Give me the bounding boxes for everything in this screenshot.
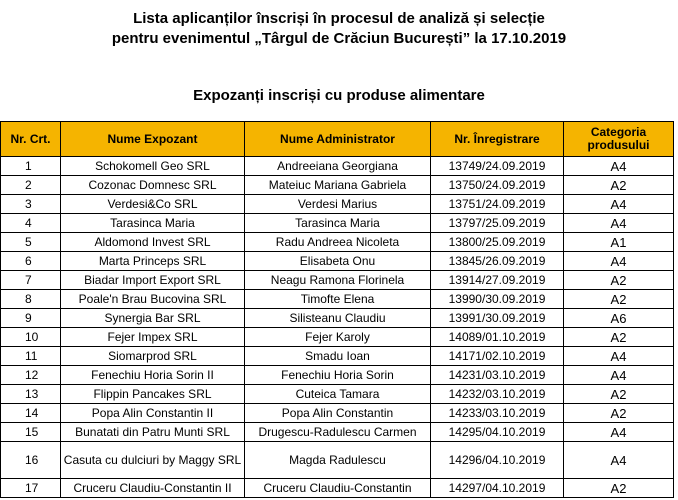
cell-category: A4 xyxy=(564,195,674,214)
cell-category: A4 xyxy=(564,252,674,271)
cell-registration: 13991/30.09.2019 xyxy=(431,309,564,328)
cell-registration: 14232/03.10.2019 xyxy=(431,385,564,404)
cell-nr: 17 xyxy=(1,479,61,498)
cell-category: A4 xyxy=(564,347,674,366)
table-row xyxy=(1,404,674,423)
cell-admin: Mateiuc Mariana Gabriela xyxy=(245,176,431,195)
cell-admin: Radu Andreea Nicoleta xyxy=(245,233,431,252)
cell-admin: Cuteica Tamara xyxy=(245,385,431,404)
header-nr: Nr. Crt. xyxy=(1,122,61,157)
cell-category: A4 xyxy=(564,442,674,479)
table-row xyxy=(1,214,674,233)
cell-nr: 11 xyxy=(1,347,61,366)
table-row xyxy=(1,252,674,271)
cell-registration: 13914/27.09.2019 xyxy=(431,271,564,290)
title-line-2: pentru evenimentul „Târgul de Crăciun București” la 17.10.2019 xyxy=(111,30,567,47)
cell-category: A4 xyxy=(564,366,674,385)
section-title: Expozanți inscriși cu produse alimentare xyxy=(193,87,485,104)
table-row xyxy=(1,347,674,366)
cell-nr: 16 xyxy=(1,442,61,479)
table-row xyxy=(1,423,674,442)
cell-admin: Silisteanu Claudiu xyxy=(245,309,431,328)
table-row xyxy=(1,233,674,252)
cell-exhibitor: Fejer Impex SRL xyxy=(61,328,245,347)
cell-exhibitor: Bunatati din Patru Munti SRL xyxy=(61,423,245,442)
cell-category: A2 xyxy=(564,404,674,423)
cell-category: A2 xyxy=(564,385,674,404)
table-row xyxy=(1,309,674,328)
cell-category: A4 xyxy=(564,157,674,176)
cell-nr: 3 xyxy=(1,195,61,214)
cell-category: A4 xyxy=(564,214,674,233)
cell-exhibitor: Biadar Import Export SRL xyxy=(61,271,245,290)
document-title xyxy=(0,9,678,49)
cell-registration: 13990/30.09.2019 xyxy=(431,290,564,309)
cell-exhibitor: Marta Princeps SRL xyxy=(61,252,245,271)
cell-nr: 15 xyxy=(1,423,61,442)
cell-exhibitor: Fenechiu Horia Sorin II xyxy=(61,366,245,385)
cell-nr: 5 xyxy=(1,233,61,252)
table-row xyxy=(1,328,674,347)
cell-nr: 8 xyxy=(1,290,61,309)
cell-registration: 13800/25.09.2019 xyxy=(431,233,564,252)
cell-admin: Smadu Ioan xyxy=(245,347,431,366)
cell-registration: 14297/04.10.2019 xyxy=(431,479,564,498)
cell-registration: 14089/01.10.2019 xyxy=(431,328,564,347)
cell-nr: 1 xyxy=(1,157,61,176)
cell-exhibitor: Flippin Pancakes SRL xyxy=(61,385,245,404)
cell-nr: 14 xyxy=(1,404,61,423)
cell-exhibitor: Poale'n Brau Bucovina SRL xyxy=(61,290,245,309)
cell-registration: 13749/24.09.2019 xyxy=(431,157,564,176)
table-row xyxy=(1,442,674,479)
cell-registration: 14295/04.10.2019 xyxy=(431,423,564,442)
cell-category: A2 xyxy=(564,328,674,347)
cell-registration: 14231/03.10.2019 xyxy=(431,366,564,385)
cell-admin: Magda Radulescu xyxy=(245,442,431,479)
header-registration: Nr. Înregistrare xyxy=(431,122,564,157)
cell-exhibitor: Cozonac Domnesc SRL xyxy=(61,176,245,195)
cell-nr: 2 xyxy=(1,176,61,195)
cell-nr: 10 xyxy=(1,328,61,347)
cell-exhibitor: Schokomell Geo SRL xyxy=(61,157,245,176)
cell-admin: Tarasinca Maria xyxy=(245,214,431,233)
table-row xyxy=(1,271,674,290)
table-row xyxy=(1,479,674,498)
cell-registration: 13845/26.09.2019 xyxy=(431,252,564,271)
cell-category: A2 xyxy=(564,271,674,290)
cell-exhibitor: Siomarprod SRL xyxy=(61,347,245,366)
table-row xyxy=(1,290,674,309)
exhibitors-table xyxy=(0,121,674,498)
cell-category: A2 xyxy=(564,479,674,498)
cell-registration: 13750/24.09.2019 xyxy=(431,176,564,195)
table-row xyxy=(1,385,674,404)
cell-registration: 14233/03.10.2019 xyxy=(431,404,564,423)
header-admin: Nume Administrator xyxy=(245,122,431,157)
cell-category: A2 xyxy=(564,176,674,195)
header-exhibitor: Nume Expozant xyxy=(61,122,245,157)
table-row xyxy=(1,195,674,214)
cell-admin: Cruceru Claudiu-Constantin xyxy=(245,479,431,498)
title-line-1: Lista aplicanților înscriși în procesul de analiză și selecție xyxy=(133,10,545,27)
table-row xyxy=(1,366,674,385)
cell-admin: Timofte Elena xyxy=(245,290,431,309)
cell-registration: 13797/25.09.2019 xyxy=(431,214,564,233)
cell-category: A6 xyxy=(564,309,674,328)
cell-exhibitor: Verdesi&Co SRL xyxy=(61,195,245,214)
table-row xyxy=(1,176,674,195)
cell-admin: Elisabeta Onu xyxy=(245,252,431,271)
cell-admin: Andreeiana Georgiana xyxy=(245,157,431,176)
cell-exhibitor: Tarasinca Maria xyxy=(61,214,245,233)
cell-admin: Drugescu-Radulescu Carmen xyxy=(245,423,431,442)
cell-nr: 6 xyxy=(1,252,61,271)
cell-category: A2 xyxy=(564,290,674,309)
table-row xyxy=(1,157,674,176)
cell-category: A4 xyxy=(564,423,674,442)
cell-exhibitor: Aldomond Invest SRL xyxy=(61,233,245,252)
cell-nr: 9 xyxy=(1,309,61,328)
cell-exhibitor: Cruceru Claudiu-Constantin II xyxy=(61,479,245,498)
cell-admin: Neagu Ramona Florinela xyxy=(245,271,431,290)
cell-admin: Verdesi Marius xyxy=(245,195,431,214)
cell-admin: Fenechiu Horia Sorin xyxy=(245,366,431,385)
cell-registration: 14296/04.10.2019 xyxy=(431,442,564,479)
cell-admin: Popa Alin Constantin xyxy=(245,404,431,423)
cell-registration: 13751/24.09.2019 xyxy=(431,195,564,214)
cell-exhibitor: Popa Alin Constantin II xyxy=(61,404,245,423)
header-category: Categoria produsului xyxy=(564,122,674,157)
cell-nr: 4 xyxy=(1,214,61,233)
cell-nr: 13 xyxy=(1,385,61,404)
cell-admin: Fejer Karoly xyxy=(245,328,431,347)
cell-registration: 14171/02.10.2019 xyxy=(431,347,564,366)
cell-exhibitor: Casuta cu dulciuri by Maggy SRL xyxy=(61,442,245,479)
cell-category: A1 xyxy=(564,233,674,252)
cell-nr: 7 xyxy=(1,271,61,290)
table-header-row xyxy=(1,122,674,157)
cell-exhibitor: Synergia Bar SRL xyxy=(61,309,245,328)
cell-nr: 12 xyxy=(1,366,61,385)
